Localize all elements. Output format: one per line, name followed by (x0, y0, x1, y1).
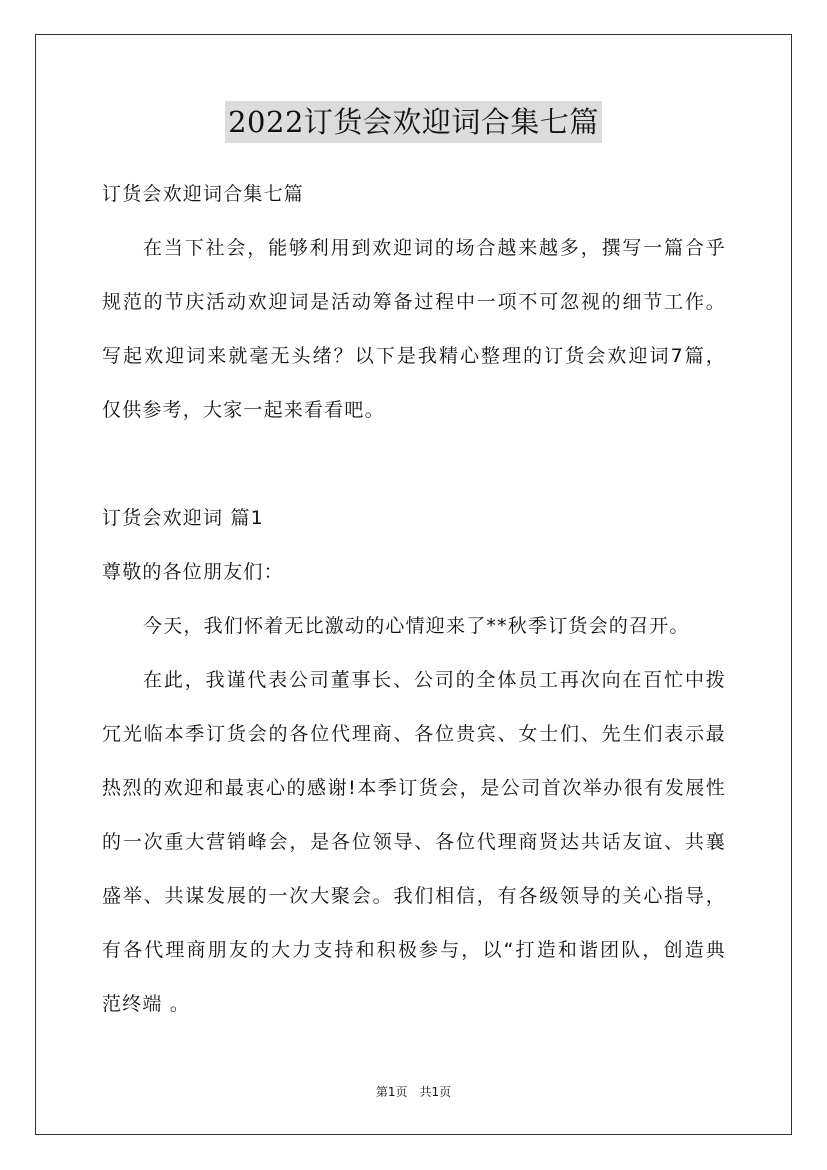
page-footer: 第1页 共1页 (375, 1085, 452, 1099)
intro-line-4: 仅供参考，大家一起来看看吧。 (102, 399, 385, 421)
paragraph-2-line-3: 热烈的欢迎和最衷心的感谢!本季订货会，是公司首次举办很有发展性 (102, 777, 726, 799)
document-title: 2022订货会欢迎词合集七篇 (225, 101, 602, 143)
paragraph-2-line-7: 范终端 。 (102, 993, 191, 1015)
paragraph-2-line-5: 盛举、共谋发展的一次大聚会。我们相信，有各级领导的关心指导， (102, 885, 726, 907)
intro-line-1: 在当下社会，能够利用到欢迎词的场合越来越多，撰写一篇合乎 (143, 237, 726, 259)
paragraph-2-line-4: 的一次重大营销峰会，是各位领导、各位代理商贤达共话友谊、共襄 (102, 831, 726, 853)
paragraph-1: 今天，我们怀着无比激动的心情迎来了**秋季订货会的召开。 (143, 615, 690, 637)
section-heading: 订货会欢迎词 篇1 (102, 507, 264, 529)
intro-line-3: 写起欢迎词来就毫无头绪？以下是我精心整理的订货会欢迎词7篇， (102, 345, 726, 367)
salutation: 尊敬的各位朋友们： (102, 561, 284, 583)
paragraph-2-line-6: 有各代理商朋友的大力支持和积极参与，以“打造和谐团队，创造典 (102, 939, 726, 961)
paragraph-2-line-1: 在此，我谨代表公司董事长、公司的全体员工再次向在百忙中拨 (143, 669, 726, 691)
paragraph-2-line-2: 冗光临本季订货会的各位代理商、各位贵宾、女士们、先生们表示最 (102, 723, 726, 745)
document-subtitle: 订货会欢迎词合集七篇 (102, 183, 305, 205)
title-container (0, 101, 827, 143)
intro-line-2: 规范的节庆活动欢迎词是活动筹备过程中一项不可忽视的细节工作。 (102, 291, 726, 313)
